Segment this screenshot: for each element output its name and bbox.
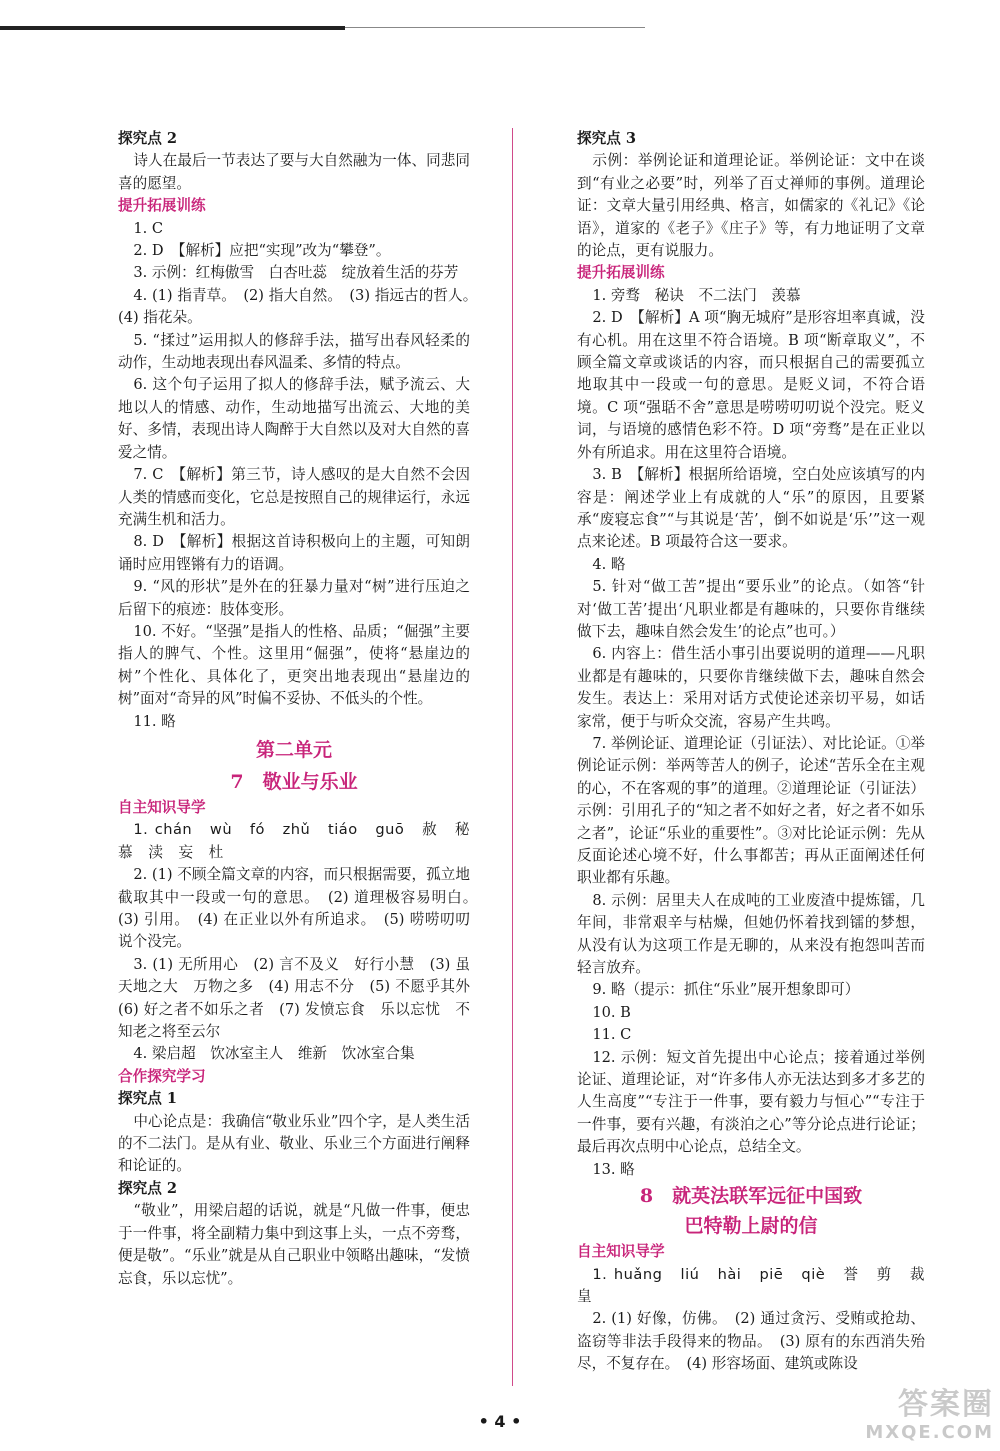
answer-paragraph: 12. 示例：短文首先提出中心论点；接着通过举例论证、道理论证，对“许多伟人亦无法达到多才多艺的人生高度”“专注于一件事，要有毅力与恒心”“专注于一件事，要有兴趣，有淡泊之心”等分论点进行论证；最后再次点明中心论点，总结全文。 xyxy=(577,1048,925,1156)
left-answers-lesson-7 xyxy=(118,797,486,1290)
lesson-title-8-line1: 8 就英法联军远征中国致 xyxy=(639,1185,863,1208)
answer-paragraph: 7. 举例论证、道理论证（引证法）、对比论证。①举例论证示例：举两等苦人的例子，论述“苦乐全在主观的心，不在客观的事”的道理。②道理论证（引证法）示例：引用孔子的“知之者不如好之者，好之者不如乐之者”，论证“乐业的重要性”。③对比论证示例：先从反面论述心境不好，什么事都苦；再从正面阐述任何职业都有乐趣。 xyxy=(577,734,925,887)
subsection-heading: 合作探究学习 xyxy=(118,1067,206,1085)
unit-title: 第二单元 xyxy=(255,738,332,761)
answer-paragraph: 诗人在最后一节表达了要与大自然融为一体、同悲同喜的愿望。 xyxy=(118,152,470,192)
answer-paragraph: 5. “揉过”运用拟人的修辞手法，描写出春风轻柔的动作，生动地表现出春风温柔、多情的特点。 xyxy=(118,331,470,372)
answer-paragraph: 6. 内容上：借生活小事引出要说明的道理——凡职业都是有趣味的，只要你肯继续做下去，趣味自然会发生。表达上：采用对话方式使论述亲切平易，如话家常，便于与听众交流，容易产生共鸣。 xyxy=(577,645,925,730)
answer-paragraph: 5. 针对“做工苦”提出“要乐业”的论点。（如答“针对‘做工苦’提出‘凡职业都是有趣味的，只要你肯继续做下去，趣味自然会发生’的论点”也可。） xyxy=(577,578,925,640)
watermark-logo xyxy=(824,1387,994,1447)
answer-paragraph: 6. 这个句子运用了拟人的修辞手法，赋予流云、大地以人的情感、动作，生动地描写出流云、大地的美好、多情，表现出诗人陶醉于大自然以及对大自然的喜爱之情。 xyxy=(118,376,470,461)
left-answers xyxy=(118,128,485,733)
top-rule-thin xyxy=(345,27,645,28)
answer-paragraph: “敬业”，用梁启超的话说，就是“凡做一件事，便忠于一件事，将全副精力集中到这事上头，一点不旁骛，便是敬”。“乐业”就是从自己职业中领略出趣味，“发愤忘食，乐以忘忧”。 xyxy=(118,1202,470,1287)
answer-paragraph: 4. 略 xyxy=(592,555,626,573)
answer-paragraph: 2. D 【解析】A 项“胸无城府”是形容坦率真诚，没有心机。用在这里不符合语境。B 项“断章取义”，不顾全篇文章或谈话的内容，而只根据自己的需要孤立地取其中一段或一句的意思。是贬义词，不符合语境。C 项“强聒不舍”意思是唠唠叨叨说个没完。贬义词，与语境的感情色彩不符。D 项“旁骛”是在正业以外有所追求。用在这里符合语境。 xyxy=(577,309,925,461)
watermark-url: MXQE.COM xyxy=(865,1422,994,1443)
answer-paragraph: 8. D 【解析】根据这首诗积极向上的主题，可知朗诵时应用铿锵有力的语调。 xyxy=(118,533,470,573)
subsection-heading: 自主知识导学 xyxy=(577,1243,665,1261)
answer-paragraph: 13. 略 xyxy=(592,1160,635,1178)
answer-paragraph: 2. (1) 不顾全篇文章的内容，而只根据需要，孤立地截取其中一段或一句的意思。 (2) 道理极容易明白。 (3) 引用。 (4) 在正业以外有所追求。 (5) 唠唠叨叨说个没完。 xyxy=(118,866,485,951)
lesson-title-7: 7 敬业与乐业 xyxy=(230,770,358,793)
answer-paragraph: 8. 示例：居里夫人在成吨的工业废渣中提炼镭，几年间，非常艰辛与枯燥，但她仍怀着找到镭的梦想，从没有认为这项工作是无聊的，从来没有抱怨叫苦而轻言放弃。 xyxy=(577,891,925,977)
answer-paragraph: 7. C 【解析】第三节，诗人感叹的是大自然不会因人类的情感而变化，它总是按照自己的规律运行，永远充满生机和活力。 xyxy=(118,466,470,528)
answer-paragraph: 中心论点是：我确信“敬业乐业”四个字，是人类生活的不二法门。是从有业、敬业、乐业三个方面进行阐释和论证的。 xyxy=(118,1112,470,1175)
right-column xyxy=(577,128,941,1376)
section-heading: 探究点 1 xyxy=(118,1090,178,1108)
watermark-text: 答案圈 xyxy=(898,1387,994,1422)
answer-paragraph: 1. 旁骛 秘诀 不二法门 羡慕 xyxy=(592,286,801,304)
answer-paragraph: 10. B xyxy=(592,1003,631,1021)
top-rule xyxy=(0,26,345,30)
section-heading: 探究点 2 xyxy=(118,130,178,147)
answer-paragraph: 9. “风的形状”是外在的狂暴力量对“树”进行压迫之后留下的痕迹：肢体变形。 xyxy=(118,578,470,618)
answer-paragraph: 1. C xyxy=(133,219,164,237)
subsection-heading: 提升拓展训练 xyxy=(577,264,665,282)
right-answers xyxy=(577,128,925,1181)
right-answers-lesson-8 xyxy=(577,1241,941,1375)
page-number: • 4 • xyxy=(478,1412,522,1431)
answer-paragraph: 1. huǎng liú hài piē qiè 誉 剪 裁 皇 xyxy=(577,1265,941,1305)
answer-paragraph: 9. 略（提示：抓住“乐业”展开想象即可） xyxy=(592,981,860,999)
left-column xyxy=(118,128,486,1290)
column-divider xyxy=(512,128,513,1386)
subsection-heading: 自主知识导学 xyxy=(118,798,206,816)
answer-paragraph: 11. 略 xyxy=(133,712,176,730)
answer-paragraph: 4. 梁启超 饮冰室主人 维新 饮冰室合集 xyxy=(133,1045,415,1063)
answer-paragraph: 11. C xyxy=(592,1026,632,1044)
answer-paragraph: 2. D 【解析】应把“实现”改为“攀登”。 xyxy=(133,242,391,260)
answer-paragraph: 示例：举例论证和道理论证。举例论证：文中在谈到“有业之必要”时，列举了百丈禅师的事例。道理论证：文章大量引用经典、格言，如儒家的《礼记》《论语》，道家的《老子》《庄子》等，有力地证明了文章的论点，更有说服力。 xyxy=(577,152,925,260)
answer-paragraph: 3. B 【解析】根据所给语境，空白处应该填写的内容是：阐述学业上有成就的人“乐”的原因，且要紧承“废寝忘食”“与其说是‘苦’，倒不如说是‘乐’”这一观点来论述。B 项最符合这一要求。 xyxy=(577,466,925,551)
section-heading: 探究点 3 xyxy=(577,130,637,147)
lesson-title-8-line2: 巴特勒上尉的信 xyxy=(684,1215,818,1238)
answer-paragraph: 1. chán wù fó zhǔ tiáo guō 赦 秘 慕 渎 妄 杜 xyxy=(118,821,486,861)
answer-paragraph: 4. (1) 指青草。 (2) 指大自然。 (3) 指远古的哲人。 (4) 指花朵。 xyxy=(118,286,485,327)
answer-paragraph: 3. 示例：红梅傲雪 白杏吐蕊 绽放着生活的芬芳 xyxy=(133,264,459,282)
answer-paragraph: 10. 不好。“坚强”是指人的性格、品质；“倔强”主要指人的脾气、个性。这里用“倔强”，使将“悬崖边的树”个性化、具体化了，更突出地表现出“悬崖边的树”面对“奇异的风”时偏不妥协、不低头的个性。 xyxy=(118,622,470,708)
subsection-heading: 提升拓展训练 xyxy=(118,197,206,215)
answer-paragraph: 2. (1) 好像，仿佛。 (2) 通过贪污、受贿或抢劫、盗窃等非法手段得来的物品。 (3) 原有的东西消失殆尽，不复存在。 (4) 形容场面、建筑或陈设 xyxy=(577,1310,925,1373)
section-heading: 探究点 2 xyxy=(118,1179,178,1197)
answer-paragraph: 3. (1) 无所用心 (2) 言不及义 好行小慧 (3) 虽天地之大 万物之多 (4) 用志不分 (5) 不愿乎其外 (6) 好之者不如乐之者 (7) 发愤忘食 乐以忘忧 不知老之将至云尔 xyxy=(118,955,485,1041)
